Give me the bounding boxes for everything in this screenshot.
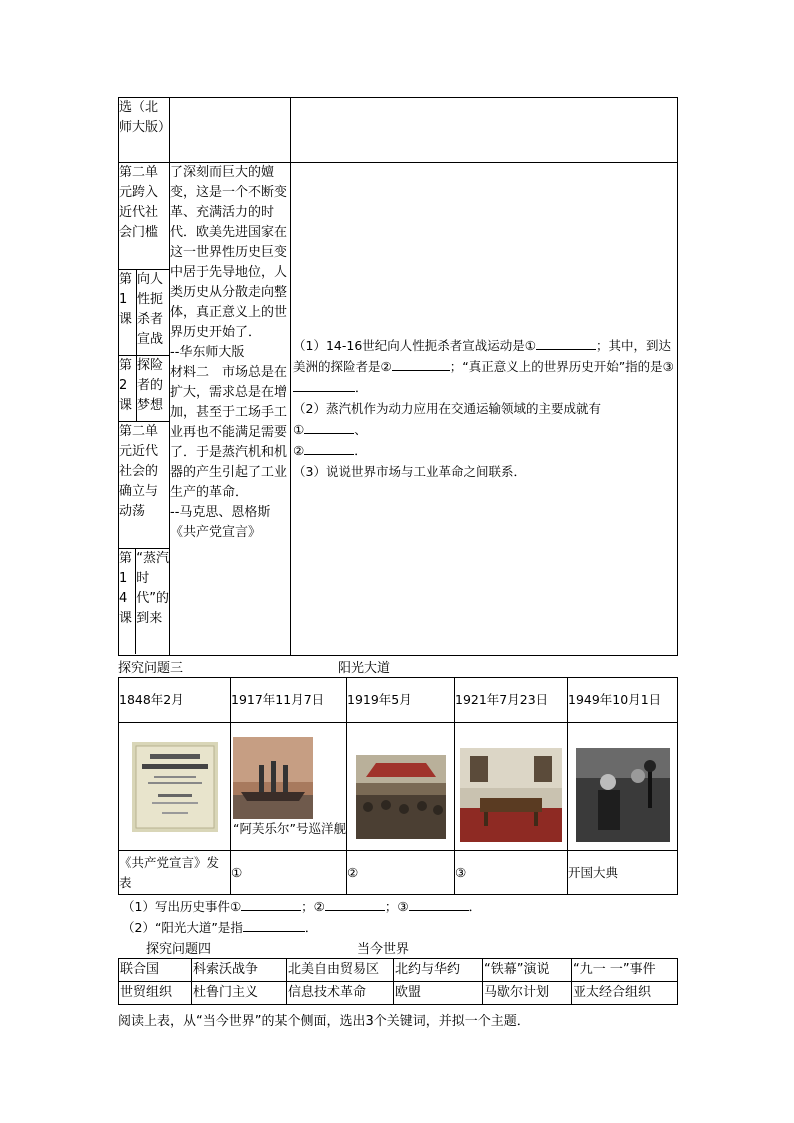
lesson-2-row	[119, 356, 169, 422]
cell-material	[170, 163, 291, 656]
q1-text-d: ．	[355, 380, 368, 395]
event-2: ①	[231, 851, 347, 895]
lesson-1-number	[119, 270, 137, 356]
date-4: 1921年7月23日	[455, 678, 568, 723]
kw-2-6: 亚太经合组织	[572, 982, 678, 1005]
q1-text-a: （1）14-16世纪向人性扼杀者宣战运动是①	[293, 338, 536, 353]
q1-text-b: ；其中，到达美洲的探险者是②	[293, 338, 671, 374]
q2-num-a: ①	[293, 422, 305, 437]
q2-end-b: ．	[354, 443, 367, 458]
lesson-2-title	[137, 356, 170, 422]
timeline-table	[118, 677, 678, 895]
cell-textbook	[119, 98, 170, 163]
date-3: 1919年5月	[347, 678, 455, 723]
q2-end-a: 、	[354, 422, 367, 437]
image-cell-4	[455, 723, 568, 851]
lesson-2-number	[119, 356, 137, 422]
material-table	[118, 97, 678, 656]
blank-8[interactable]	[409, 896, 469, 911]
tq1-a: （1）写出历史事件①	[122, 899, 242, 914]
manifesto-cover-image	[132, 742, 218, 832]
question-2	[293, 398, 675, 461]
lesson-14-row	[119, 549, 169, 654]
lesson-2-title-text: 探险者的梦想	[137, 358, 164, 413]
ship-caption: “阿芙乐尔”号巡洋舰	[233, 820, 346, 836]
tq2-b: ．	[304, 920, 318, 935]
timeline-question-2	[122, 917, 317, 938]
unit-two-label: 第二单元跨入近代社会门槛	[119, 165, 159, 240]
timeline-question-1	[122, 896, 481, 917]
image-cell-5	[568, 723, 678, 851]
keywords-table	[118, 958, 678, 1005]
unit-two-b-cell	[119, 422, 169, 549]
unit-two-cell	[119, 163, 169, 270]
kw-2-2: 杜鲁门主义	[192, 982, 287, 1005]
lesson-1-title-text: 向人性扼杀者宣战	[137, 272, 164, 347]
question-1	[293, 335, 675, 398]
blank-2[interactable]	[392, 356, 450, 371]
image-cell-2	[231, 723, 347, 851]
material-text: 了深刻而巨大的嬗变，这是一个不断变革、充满活力的时代．欧美先进国家在这一世界性历史巨变中居于先导地位，人类历史从分散走向整体，真正意义上的世界历史开始了． --华东师大版 材料二 市场总是在扩大，需求总是在增加，甚至于工场手工业再也不能满足需要了．于是蒸汽机和机器的产生引起了工业生产的革命． --马克思、恩格斯《共产党宣言》	[170, 165, 288, 540]
kw-1-6: “九一 一”事件	[572, 959, 678, 982]
lesson-14-num-text: 第14课	[119, 551, 133, 626]
tq1-b: ；②	[301, 899, 325, 914]
section-4-label: 探究问题四	[146, 942, 212, 957]
tq2-a: （2）“阳光大道”是指	[122, 920, 243, 935]
lesson-14-title	[136, 549, 169, 654]
kw-2-5: 马歇尔计划	[483, 982, 572, 1005]
cell-empty-top	[170, 98, 291, 163]
cruiser-image	[233, 737, 313, 819]
kw-1-3: 北美自由贸易区	[287, 959, 394, 982]
final-instruction: 阅读上表，从“当今世界”的某个侧面，选出3个关键词，并拟一个主题．	[118, 1014, 530, 1029]
q2-text: （2）蒸汽机作为动力应用在交通运输领域的主要成就有	[293, 401, 601, 416]
kw-2-4: 欧盟	[394, 982, 483, 1005]
date-1: 1848年2月	[119, 678, 231, 723]
image-cell-1	[119, 723, 231, 851]
kw-1-4: 北约与华约	[394, 959, 483, 982]
blank-6[interactable]	[241, 896, 301, 911]
lesson-14-number	[119, 549, 136, 654]
kw-2-1: 世贸组织	[119, 982, 192, 1005]
unit-two-b-label: 第二单元近代社会的确立与动荡	[119, 424, 159, 519]
q2-num-b: ②	[293, 443, 305, 458]
blank-1[interactable]	[536, 335, 596, 350]
blank-3[interactable]	[293, 377, 355, 392]
blank-4[interactable]	[304, 419, 354, 434]
kw-1-5: “铁幕”演说	[483, 959, 572, 982]
blank-9[interactable]	[243, 917, 305, 932]
congress-room-image	[460, 748, 562, 842]
question-3: （3）说说世界市场与工业革命之间联系．	[293, 464, 526, 479]
cell-units	[119, 163, 170, 656]
event-1: 《共产党宣言》发表	[119, 851, 231, 895]
cell-empty-top-right	[291, 98, 678, 163]
lesson-2-num-text: 第2课	[119, 358, 133, 413]
section-4-title: 当今世界	[357, 942, 410, 957]
blank-5[interactable]	[304, 440, 354, 455]
may-fourth-image	[356, 755, 446, 839]
blank-7[interactable]	[325, 896, 385, 911]
kw-1-1: 联合国	[119, 959, 192, 982]
event-5: 开国大典	[568, 851, 678, 895]
lesson-14-title-text: “蒸汽时代”的到来	[136, 551, 170, 626]
lesson-1-title	[137, 270, 170, 356]
cell-questions	[291, 163, 678, 656]
kw-2-3: 信息技术革命	[287, 982, 394, 1005]
q1-text-c: ；“真正意义上的世界历史开始”指的是③	[449, 359, 674, 374]
lesson-1-row	[119, 270, 169, 356]
tq1-c: ；③	[384, 899, 409, 914]
kw-1-2: 科索沃战争	[192, 959, 287, 982]
event-4: ③	[455, 851, 568, 895]
textbook-label: 选（北师大版）	[119, 100, 172, 135]
date-2: 1917年11月7日	[231, 678, 347, 723]
image-cell-3	[347, 723, 455, 851]
founding-ceremony-image	[576, 748, 670, 842]
date-5: 1949年10月1日	[568, 678, 678, 723]
section-3-label: 探究问题三	[118, 661, 184, 676]
tq1-d: ．	[468, 899, 482, 914]
section-3-title: 阳光大道	[338, 661, 391, 676]
lesson-1-num-text: 第1课	[119, 272, 133, 327]
event-3: ②	[347, 851, 455, 895]
